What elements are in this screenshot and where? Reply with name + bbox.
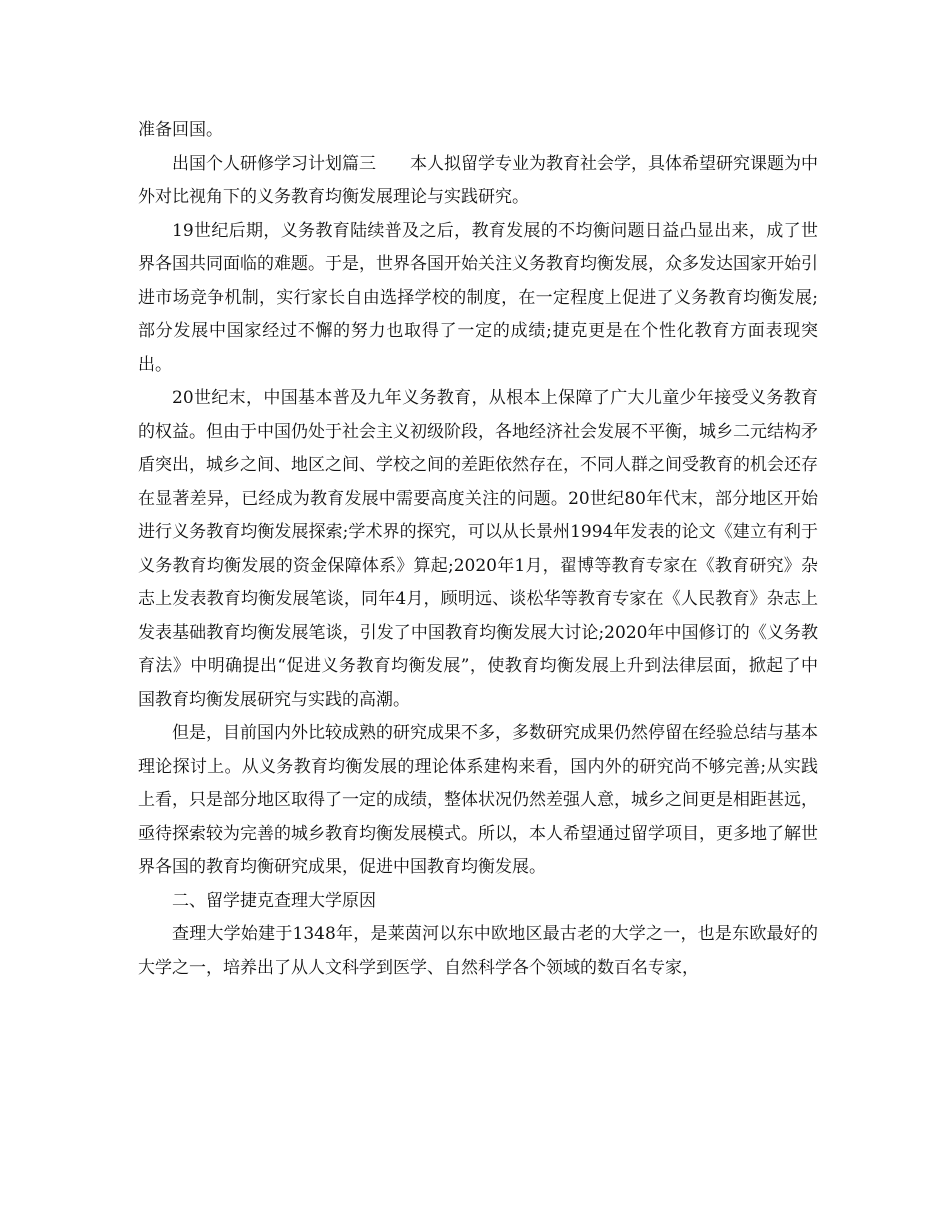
paragraph-charles-university: 查理大学始建于1348年，是莱茵河以东中欧地区最古老的大学之一，也是东欧最好的大学之一，培养出了从人文科学到医学、自然科学各个领域的数百名专家， (138, 924, 818, 978)
paragraph-plan-intro: 出国个人研修学习计划篇三 本人拟留学专业为教育社会学，具体希望研究课题为中外对比视角下的义务教育均衡发展理论与实践研究。 (138, 153, 818, 207)
paragraph-20th-century: 20世纪末，中国基本普及九年义务教育，从根本上保障了广大儿童少年接受义务教育的权益。但由于中国仍处于社会主义初级阶段，各地经济社会发展不平衡，城乡二元结构矛盾突出，城乡之间、地区之间、学校之间的差距依然存在，不同人群之间受教育的机会还存在显著差异，已经成为教育发展中需要高度关注的问题。20世纪80年代末，部分地区开始进行义务教育均衡发展探索;学术界的探究，可以从长景州1994年发表的论文《建立有利于义务教育均衡发展的资金保障体系》算起;2020年1月，翟博等教育专家在《教育研究》杂志上发表教育均衡发展笔谈，同年4月，顾明远、谈松华等教育专家在《人民教育》杂志上发表基础教育均衡发展笔谈，引发了中国教育均衡发展大讨论;2020年中国修订的《义务教育法》中明确提出“促进义务教育均衡发展”，使教育均衡发展上升到法律层面，掀起了中国教育均衡发展研究与实践的高潮。 (138, 388, 818, 710)
section-heading-reasons: 二、留学捷克查理大学原因 (172, 890, 376, 911)
paragraph-19th-century: 19世纪后期，义务教育陆续普及之后，教育发展的不均衡问题日益凸显出来，成了世界各国共同面临的难题。于是，世界各国开始关注义务教育均衡发展，众多发达国家开始引进市场竞争机制，实行家长自由选择学校的制度，在一定程度上促进了义务教育均衡发展;部分发展中国家经过不懈的努力也取得了一定的成绩;捷克更是在个性化教育方面表现突出。 (138, 220, 818, 375)
paragraph-continuation: 准备回国。 (138, 120, 223, 140)
document-body (138, 114, 818, 985)
paragraph-research-status: 但是，目前国内外比较成熟的研究成果不多，多数研究成果仍然停留在经验总结与基本理论探讨上。从义务教育均衡发展的理论体系建构来看，国内外的研究尚不够完善;从实践上看，只是部分地区取得了一定的成绩，整体状况仍然差强人意，城乡之间更是相距甚远，亟待探索较为完善的城乡教育均衡发展模式。所以，本人希望通过留学项目，更多地了解世界各国的教育均衡研究成果，促进中国教育均衡发展。 (138, 723, 818, 877)
